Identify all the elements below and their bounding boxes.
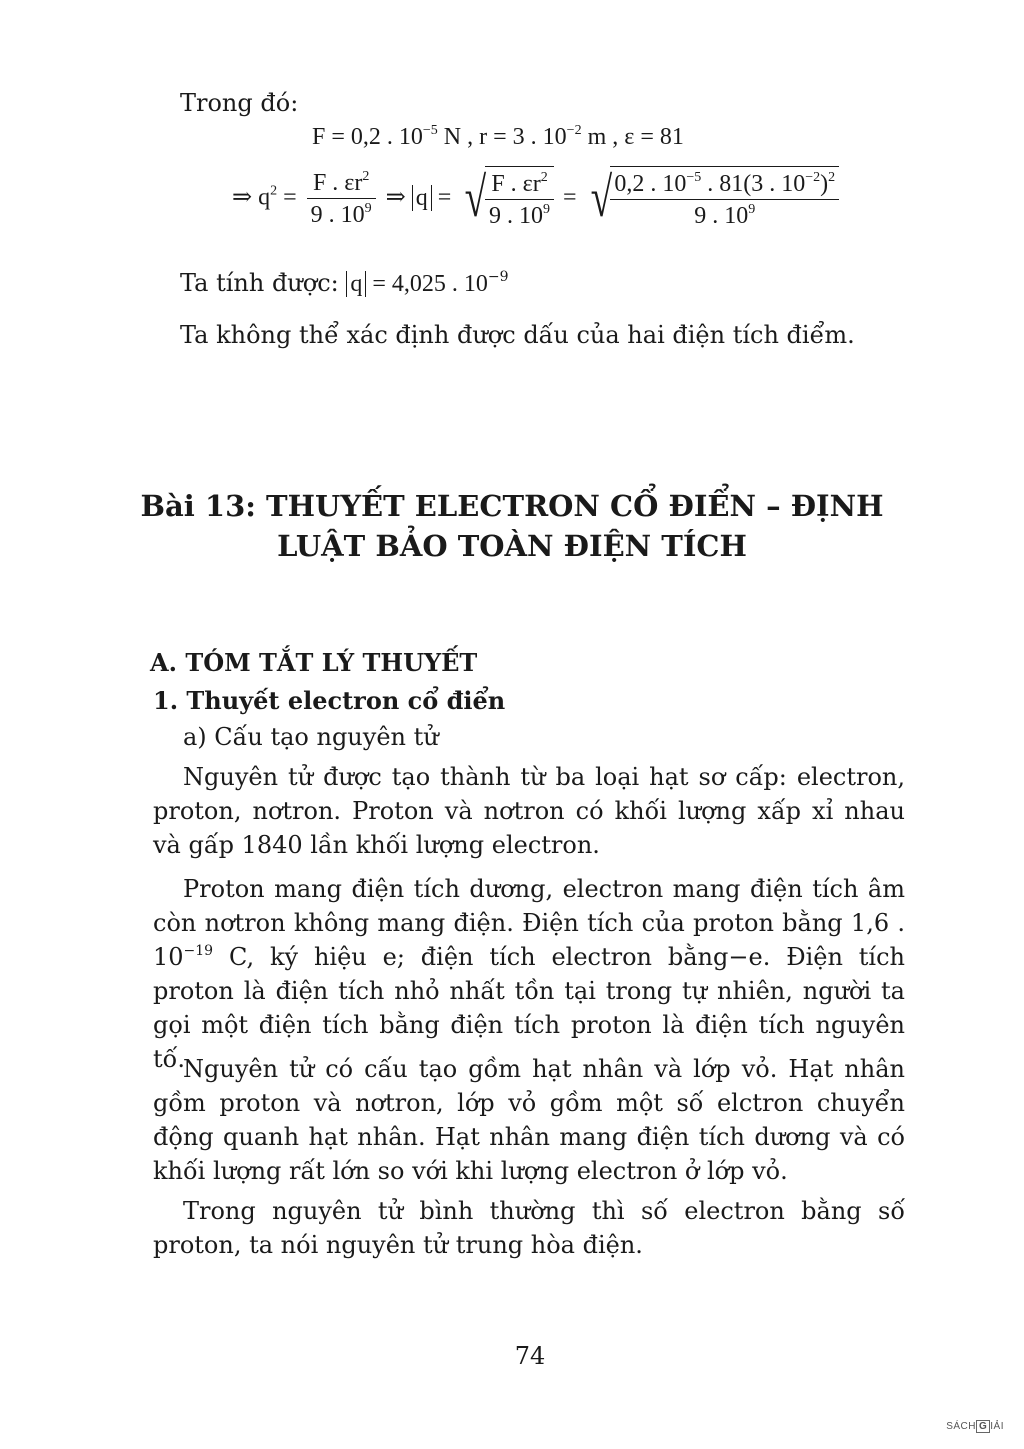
sqrt-1 <box>460 166 554 232</box>
formula-eq1: = <box>277 184 297 211</box>
sqrt-1-radical-icon: √ <box>464 167 487 229</box>
result-line <box>180 266 509 301</box>
given-f-unit: N , <box>437 124 474 150</box>
paragraph-2-exp: −19 <box>183 943 214 959</box>
conclusion-text: Ta không thể xác định được dấu của hai điện tích điểm. <box>180 321 855 349</box>
given-r-unit: m , <box>581 124 619 150</box>
frac3-den-exp: 9 <box>748 202 756 217</box>
given-eps: ε = 81 <box>618 124 684 150</box>
fraction-1 <box>307 168 376 231</box>
trong-do-label: Trong đó: <box>180 89 299 117</box>
paragraph-3 <box>153 1052 905 1188</box>
paragraph-2 <box>153 872 905 1076</box>
logo-left-text: SÁCH <box>946 1421 976 1432</box>
page-number: 74 <box>514 1342 546 1370</box>
given-f: F = 0,2 . 10 <box>312 124 423 150</box>
frac3-num-c: ) <box>820 171 829 197</box>
frac3-num-a: 0,2 . 10 <box>614 171 687 197</box>
section-1-heading: 1. Thuyết electron cổ điển <box>153 686 506 715</box>
given-values <box>312 124 684 151</box>
paragraph-4 <box>153 1194 905 1262</box>
given-r-exp: −2 <box>566 123 582 138</box>
frac3-denominator: 9 . 10 <box>694 203 749 229</box>
frac1-den-exp: 9 <box>364 200 372 216</box>
lesson-title-line1: Bài 13: THUYẾT ELECTRON CỔ ĐIỂN – ĐỊNH <box>140 489 884 523</box>
given-f-exp: −5 <box>422 123 438 138</box>
charge-formula <box>232 166 842 232</box>
result-prefix: Ta tính được: <box>180 269 347 297</box>
paragraph-3-text: Nguyên tử có cấu tạo gồm hạt nhân và lớp vỏ. Hạt nhân gồm proton và nơtron, lớp vỏ gồm một số elctron chuyển động quanh hạt nhân. Hạt nhân mang điện tích dương và có khối lượng rất lớn so với khi lượng electron ở lớp vỏ. <box>153 1055 905 1185</box>
sqrt-2-radical-icon: √ <box>590 167 612 229</box>
frac1-num-exp: 2 <box>362 168 370 184</box>
formula-eq3: = <box>563 184 577 211</box>
paragraph-2-text-a: Proton mang điện tích dương, electron mang điện tích âm còn nơtron không mang điện. Điện tích của proton bằng 1,6 . 10 <box>153 875 905 971</box>
sqrt-2 <box>586 166 840 232</box>
frac2-num-exp: 2 <box>540 170 548 185</box>
formula-arrow2: ⇒ <box>385 184 406 211</box>
result-abs-q: q <box>346 271 366 297</box>
frac3-num-a-exp: −5 <box>686 170 702 185</box>
frac3-num-c-exp: 2 <box>828 170 836 185</box>
frac3-num-b: . 81(3 . 10 <box>701 171 806 197</box>
frac2-den-exp: 9 <box>543 202 551 217</box>
subsection-a-heading: a) Cấu tạo nguyên tử <box>183 723 439 751</box>
paragraph-2-text-b: C, ký hiệu e; điện tích electron bằng−e. Điện tích proton là điện tích nhỏ nhất tồn tại trong tự nhiên, người ta gọi một điện tích bằng điện tích proton là điện tích nguyên tố. <box>153 943 905 1073</box>
section-a-heading: A. TÓM TẮT LÝ THUYẾT <box>150 648 478 677</box>
given-r: r = 3 . 10 <box>473 124 567 150</box>
logo-right-text: IẢI <box>990 1421 1004 1432</box>
logo-box-text: G <box>976 1420 990 1433</box>
paragraph-4-text: Trong nguyên tử bình thường thì số electron bằng số proton, ta nói nguyên tử trung hòa điện. <box>153 1197 905 1259</box>
result-exp: −9 <box>487 269 509 285</box>
formula-sq-exp: 2 <box>270 183 278 199</box>
frac1-denominator: 9 . 10 <box>310 201 365 228</box>
lesson-title-line2: LUẬT BẢO TOÀN ĐIỆN TÍCH <box>277 529 747 563</box>
paragraph-1-text: Nguyên tử được tạo thành từ ba loại hạt sơ cấp: electron, proton, nơtron. Proton và nơtron có khối lượng xấp xỉ nhau và gấp 1840 lần khối lượng electron. <box>153 763 905 859</box>
result-value: = 4,025 . 10 <box>366 271 488 297</box>
paragraph-1 <box>153 760 905 862</box>
frac2-denominator: 9 . 10 <box>489 203 544 229</box>
formula-q-squared: ⇒ q <box>232 184 271 211</box>
formula-eq2: = <box>431 184 452 211</box>
sachgiai-logo <box>946 1420 1004 1433</box>
formula-abs-q: q <box>412 185 432 211</box>
frac2-numerator: F . εr <box>491 171 541 197</box>
frac1-numerator: F . εr <box>312 169 363 196</box>
frac3-num-b-exp: −2 <box>805 170 821 185</box>
